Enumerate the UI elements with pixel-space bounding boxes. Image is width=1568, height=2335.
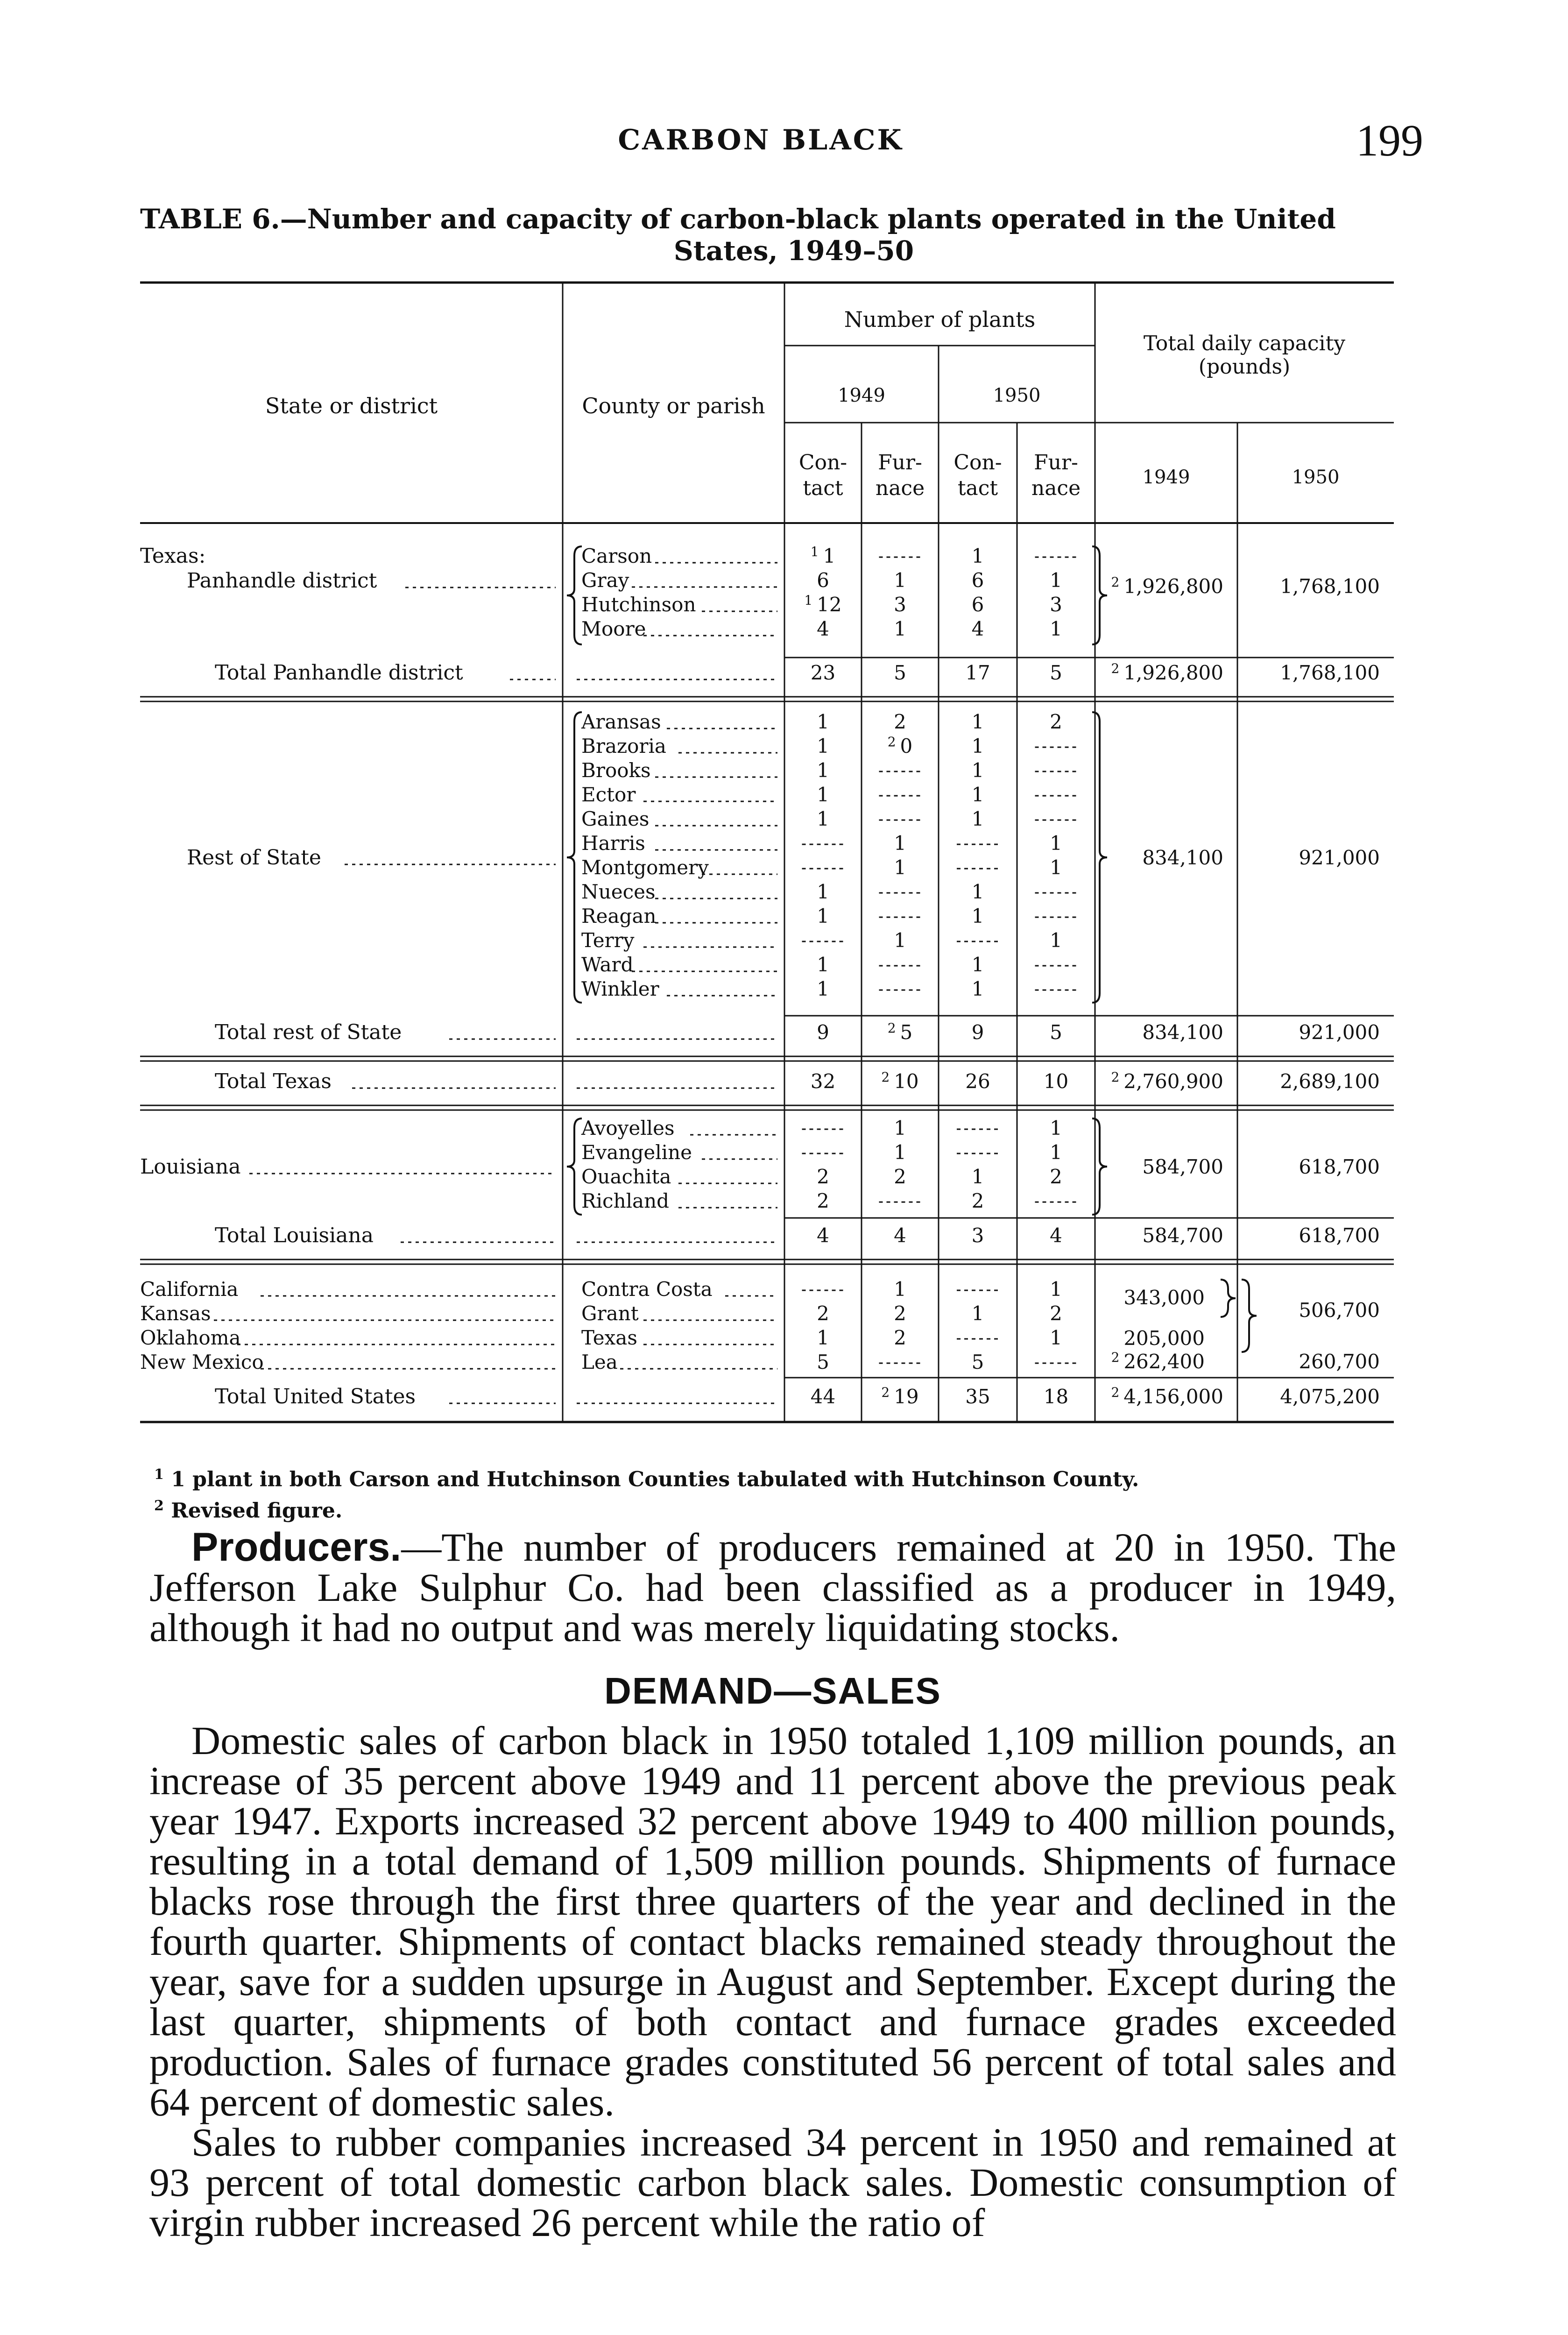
- county-name: Harris: [581, 832, 645, 855]
- demand-paragraph-2: Sales to rubber companies increased 34 percent in 1950 and remained at 93 percent of total domestic carbon black sales. Domestic consumption of virgin rubber increased 26 percent while the ratio of: [149, 2120, 1396, 2245]
- total-value: 3: [971, 1224, 984, 1247]
- plant-count: 3: [894, 593, 906, 616]
- page-number: 199: [1356, 115, 1423, 165]
- county-name: Lea: [581, 1351, 618, 1373]
- producers-runin: Producers.: [191, 1525, 402, 1570]
- capacity-value: 834,100: [1142, 846, 1223, 869]
- capacity-value: 921,000: [1299, 846, 1380, 869]
- total-value: $^2$ 19: [881, 1385, 919, 1408]
- plant-count: 1: [817, 905, 829, 927]
- state-louisiana: Louisiana: [140, 1155, 241, 1179]
- header-county-or-parish: County or parish: [582, 393, 765, 418]
- plant-count: 2: [971, 1189, 984, 1212]
- running-title: CARBON BLACK: [618, 124, 904, 156]
- plant-count: 1: [1050, 617, 1062, 640]
- total-capacity: $^2$ 2,760,900: [1111, 1069, 1223, 1093]
- plant-count: 1: [817, 759, 829, 782]
- total-value: 17: [965, 661, 990, 684]
- plant-count: 2: [817, 1189, 829, 1212]
- plant-count: 1: [1050, 1278, 1062, 1301]
- state-name: Kansas: [140, 1302, 211, 1325]
- header-furnace: nace: [1031, 476, 1081, 500]
- state-texas: Texas:: [140, 544, 206, 568]
- state-name: California: [140, 1278, 239, 1301]
- plant-count: 1: [1050, 1141, 1062, 1164]
- plant-count: 4: [817, 617, 829, 640]
- footnote-1: $^1$ 1 plant in both Carson and Hutchinson Counties tabulated with Hutchinson County.: [154, 1466, 1139, 1492]
- capacity-value: 260,700: [1299, 1350, 1380, 1373]
- total-capacity: 1,768,100: [1280, 661, 1380, 684]
- header-state-or-district: State or district: [265, 393, 438, 418]
- county-name: Terry: [581, 929, 635, 952]
- plant-count: 1: [971, 880, 984, 903]
- total-capacity: $^2$ 1,926,800: [1111, 661, 1223, 684]
- header-capacity-1949: 1949: [1142, 467, 1190, 488]
- county-name: Evangeline: [581, 1141, 692, 1164]
- total-value: 5: [1050, 1021, 1062, 1044]
- plant-count: 6: [971, 569, 984, 592]
- plant-count: 1: [1050, 569, 1062, 592]
- county-name: Avoyelles: [581, 1117, 675, 1139]
- plant-count: $^2$ 0: [887, 734, 913, 757]
- plant-count: 2: [894, 1326, 906, 1349]
- producers-paragraph: [149, 1527, 1396, 1648]
- header-number-of-plants: Number of plants: [844, 307, 1036, 332]
- plant-count: 1: [817, 977, 829, 1000]
- plant-count: 2: [817, 1302, 829, 1325]
- total-value: 26: [965, 1070, 990, 1093]
- plant-count: 1: [817, 807, 829, 830]
- plant-count: 1: [894, 569, 906, 592]
- district-rest-of-state: Rest of State: [187, 846, 321, 870]
- plant-count: 1: [1050, 1326, 1062, 1349]
- plant-count: 1: [971, 759, 984, 782]
- plant-count: $^1$ 1: [810, 544, 836, 567]
- total-capacity: 4,075,200: [1280, 1385, 1380, 1408]
- plant-count: 2: [1050, 710, 1062, 733]
- capacity-value: $^2$ 262,400: [1111, 1350, 1205, 1373]
- total-value: 4: [817, 1224, 829, 1247]
- plant-count: 2: [817, 1165, 829, 1188]
- plant-count: 1: [971, 1165, 984, 1188]
- body-text: [149, 1527, 1396, 2243]
- total-texas-label: Total Texas: [215, 1069, 332, 1093]
- capacity-value: 506,700: [1299, 1299, 1380, 1322]
- capacity-value: 1,768,100: [1280, 575, 1380, 598]
- total-value: 44: [810, 1385, 836, 1408]
- plant-count: 1: [971, 977, 984, 1000]
- plant-count: 1: [817, 880, 829, 903]
- total-value: 4: [894, 1224, 906, 1247]
- demand-paragraph-1: Domestic sales of carbon black in 1950 totaled 1,109 million pounds, an increase of 35 percent above 1949 and 11 percent above the previous peak year 1947. Exports increased 32 percent above 1949 to 400 million pounds, resulting in a total demand of 1,509 million pounds. Shipments of furnace blacks rose through the first three quarters of the year and declined in the fourth quarter. Shipments of contact blacks remained steady throughout the year, save for a sudden upsurge in August and September. Except during the last quarter, shipments of both contact and furnace grades exceeded production. Sales of furnace grades constituted 56 percent of total sales and 64 percent of domestic sales.: [149, 1718, 1396, 2124]
- county-name: Gaines: [581, 807, 650, 830]
- plant-count: 1: [971, 783, 984, 806]
- plant-count: 5: [817, 1351, 829, 1373]
- total-value: 32: [810, 1070, 836, 1093]
- header-total-daily-capacity: Total daily capacity: [1143, 332, 1346, 355]
- county-name: Ector: [581, 783, 636, 806]
- plant-count: 2: [1050, 1302, 1062, 1325]
- total-panhandle-label: Total Panhandle district: [215, 661, 463, 685]
- total-value: 23: [810, 661, 836, 684]
- plant-count: 1: [1050, 832, 1062, 855]
- state-name: Oklahoma: [140, 1326, 241, 1349]
- header-contact: Con-: [798, 451, 848, 474]
- plant-count: 1: [817, 783, 829, 806]
- total-capacity: 618,700: [1299, 1224, 1380, 1247]
- header-contact: Con-: [954, 451, 1002, 474]
- county-name: Carson: [581, 545, 652, 567]
- total-rest-label: Total rest of State: [215, 1020, 402, 1044]
- table-caption-line1: TABLE 6.—Number and capacity of carbon-black plants operated in the United: [140, 203, 1336, 235]
- producers-text: —The number of producers remained at 20 in 1950. The Jefferson Lake Sulphur Co. had been classified as a producer in 1949, although it had no output and was merely liquidating stocks.: [149, 1525, 1396, 1650]
- louisiana-county-brace: [567, 1118, 582, 1215]
- footnote-2: $^2$ Revised figure.: [154, 1497, 343, 1523]
- total-value: 4: [1050, 1224, 1062, 1247]
- table-caption-line2: States, 1949–50: [673, 235, 914, 267]
- plant-count: 5: [971, 1351, 984, 1373]
- county-name: Aransas: [581, 710, 661, 733]
- district-panhandle: Panhandle district: [187, 569, 377, 593]
- county-name: Winkler: [581, 977, 659, 1000]
- cal-kan-okla-1950-brace: [1242, 1280, 1257, 1352]
- plant-count: 1: [894, 929, 906, 952]
- county-name: Contra Costa: [581, 1278, 713, 1301]
- total-value: $^2$ 5: [887, 1020, 913, 1044]
- capacity-value: $^2$ 1,926,800: [1111, 574, 1223, 598]
- county-name: Richland: [581, 1189, 670, 1212]
- capacity-value: 205,000: [1123, 1327, 1205, 1350]
- county-name: Brooks: [581, 759, 651, 782]
- plant-count: 2: [1050, 1165, 1062, 1188]
- plant-count: 1: [817, 1326, 829, 1349]
- plant-count: 1: [971, 953, 984, 976]
- header-furnace: Fur-: [878, 451, 922, 474]
- plant-count: 1: [817, 953, 829, 976]
- county-name: Montgomery: [581, 856, 709, 879]
- plant-count: 2: [894, 1302, 906, 1325]
- county-name: Hutchinson: [581, 593, 696, 616]
- cal-kan-capacity-brace: [1221, 1280, 1236, 1317]
- county-name: Brazoria: [581, 735, 666, 757]
- plant-count: 1: [971, 807, 984, 830]
- county-name: Ouachita: [581, 1165, 671, 1188]
- state-name: New Mexico: [140, 1351, 264, 1373]
- plant-count: 1: [971, 1302, 984, 1325]
- total-capacity: 834,100: [1142, 1021, 1223, 1044]
- plant-count: 1: [971, 735, 984, 757]
- plant-count: 6: [971, 593, 984, 616]
- plant-count: 1: [894, 617, 906, 640]
- capacity-value: 584,700: [1142, 1155, 1223, 1178]
- county-name: Moore: [581, 617, 646, 640]
- header-contact: tact: [957, 476, 998, 500]
- capacity-value: 618,700: [1299, 1155, 1380, 1178]
- total-capacity: 2,689,100: [1280, 1070, 1380, 1093]
- plant-count: $^1$ 12: [804, 593, 842, 616]
- plant-count: 1: [817, 735, 829, 757]
- plant-count: 1: [817, 710, 829, 733]
- plant-count: 1: [1050, 1117, 1062, 1139]
- plant-count: 1: [894, 832, 906, 855]
- plant-count: 4: [971, 617, 984, 640]
- plant-count: 1: [894, 1141, 906, 1164]
- total-capacity: 921,000: [1299, 1021, 1380, 1044]
- plant-count: 1: [1050, 856, 1062, 879]
- header-furnace: nace: [875, 476, 925, 500]
- table-footnotes: [154, 1462, 1415, 1524]
- plant-count: 1: [971, 710, 984, 733]
- plant-count: 1: [971, 905, 984, 927]
- total-value: 5: [894, 661, 906, 684]
- total-value: 10: [1043, 1070, 1069, 1093]
- total-value: $^2$ 10: [881, 1069, 919, 1093]
- plant-count: 1: [894, 1117, 906, 1139]
- panhandle-county-brace: [567, 546, 582, 644]
- plant-count: 2: [894, 1165, 906, 1188]
- total-capacity: $^2$ 4,156,000: [1111, 1385, 1223, 1408]
- plant-count: 1: [894, 1278, 906, 1301]
- total-value: 9: [971, 1021, 984, 1044]
- header-contact: tact: [803, 476, 843, 500]
- total-value: 35: [965, 1385, 990, 1408]
- capacity-value: 343,000: [1123, 1286, 1205, 1309]
- rest-county-brace: [567, 712, 582, 1003]
- total-united-states-label: Total United States: [215, 1385, 416, 1408]
- county-name: Ward: [581, 953, 634, 976]
- total-value: 5: [1050, 661, 1062, 684]
- total-louisiana-label: Total Louisiana: [215, 1224, 374, 1247]
- plant-count: 1: [971, 545, 984, 567]
- county-name: Grant: [581, 1302, 639, 1325]
- header-plants-1950: 1950: [993, 385, 1041, 406]
- total-value: 9: [817, 1021, 829, 1044]
- county-name: Reagan: [581, 905, 657, 927]
- plant-count: 2: [894, 710, 906, 733]
- county-name: Gray: [581, 569, 629, 592]
- county-name: Nueces: [581, 880, 656, 903]
- header-furnace: Fur-: [1034, 451, 1078, 474]
- plant-count: 3: [1050, 593, 1062, 616]
- total-capacity: 584,700: [1142, 1224, 1223, 1247]
- plant-count: 1: [1050, 929, 1062, 952]
- section-heading-demand-sales: DEMAND—SALES: [604, 1670, 941, 1712]
- header-plants-1949: 1949: [838, 385, 885, 406]
- header-capacity-unit: (pounds): [1198, 355, 1291, 379]
- total-value: 18: [1043, 1385, 1069, 1408]
- county-name: Texas: [581, 1326, 637, 1349]
- plant-count: 6: [817, 569, 829, 592]
- header-capacity-1950: 1950: [1292, 467, 1340, 488]
- plant-count: 1: [894, 856, 906, 879]
